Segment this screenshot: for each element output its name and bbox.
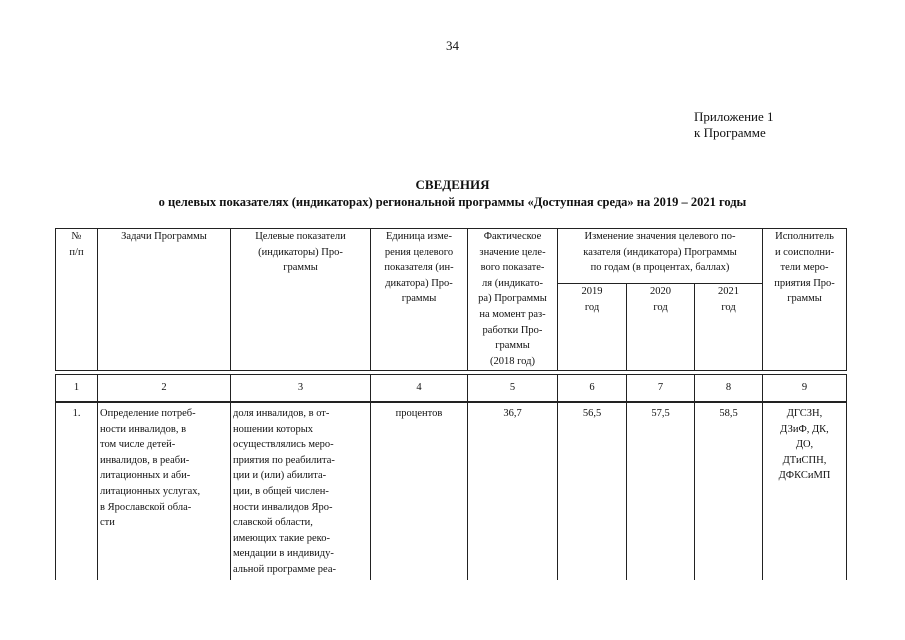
page-number: 34 <box>446 38 459 53</box>
row-task: Определение потреб- ности инвалидов, в том числе детей- инвалидов, в реаби- литационных и аби- литационных услугах, в Ярославской обла- сти <box>98 403 231 581</box>
data-table <box>55 402 847 580</box>
header-change-by-year: Изменение значения целевого по- казателя (индикатора) Программы по годам (в процентах, баллах) <box>558 229 763 284</box>
table-header <box>55 228 847 371</box>
document-subtitle: о целевых показателях (индикаторах) региональной программы «Доступная среда» на 2019 – 2021 годы <box>158 195 747 209</box>
column-number: 6 <box>558 375 627 402</box>
column-number: 2 <box>98 375 231 402</box>
header-actual-value: Фактическое значение целе- вого показате- ля (индикато- ра) Программы на момент раз- работки Про- граммы (2018 год) <box>468 229 558 371</box>
appendix-line-1: Приложение 1 <box>694 109 774 124</box>
header-executor: Исполнитель и соисполни- тели меро- приятия Про- граммы <box>763 229 847 371</box>
header-year-2020: 2020 год <box>627 284 695 371</box>
header-year-2019: 2019 год <box>558 284 627 371</box>
row-unit: процентов <box>371 403 468 581</box>
header-indicators: Целевые показатели (индикаторы) Про- граммы <box>231 229 371 371</box>
row-value-2019: 56,5 <box>558 403 627 581</box>
document-title: СВЕДЕНИЯ <box>415 177 490 192</box>
column-number: 1 <box>56 375 98 402</box>
row-value-2021: 58,5 <box>695 403 763 581</box>
column-number: 4 <box>371 375 468 402</box>
appendix-note <box>694 109 774 141</box>
appendix-line-2: к Программе <box>694 125 766 140</box>
column-number: 7 <box>627 375 695 402</box>
header-number: № п/п <box>56 229 98 371</box>
table-row <box>56 403 847 581</box>
column-number: 3 <box>231 375 371 402</box>
row-executor: ДГСЗН, ДЗиФ, ДК, ДО, ДТиСПН, ДФКСиМП <box>763 403 847 581</box>
row-actual-value: 36,7 <box>468 403 558 581</box>
header-year-2021: 2021 год <box>695 284 763 371</box>
header-unit: Единица изме- рения целевого показателя (ин- дикатора) Про- граммы <box>371 229 468 371</box>
column-number-row <box>55 374 847 402</box>
row-number: 1. <box>56 403 98 581</box>
row-indicator: доля инвалидов, в от- ношении которых осуществлялись меро- приятия по реабилита- ции и (или) абилита- ции, в общей числен- ности инвалидов Яро- славской области, имеющих такие реко- мендации в индивиду- альной программе реа- <box>231 403 371 581</box>
row-value-2020: 57,5 <box>627 403 695 581</box>
column-number: 8 <box>695 375 763 402</box>
column-number: 5 <box>468 375 558 402</box>
column-number: 9 <box>763 375 847 402</box>
header-tasks: Задачи Программы <box>98 229 231 371</box>
